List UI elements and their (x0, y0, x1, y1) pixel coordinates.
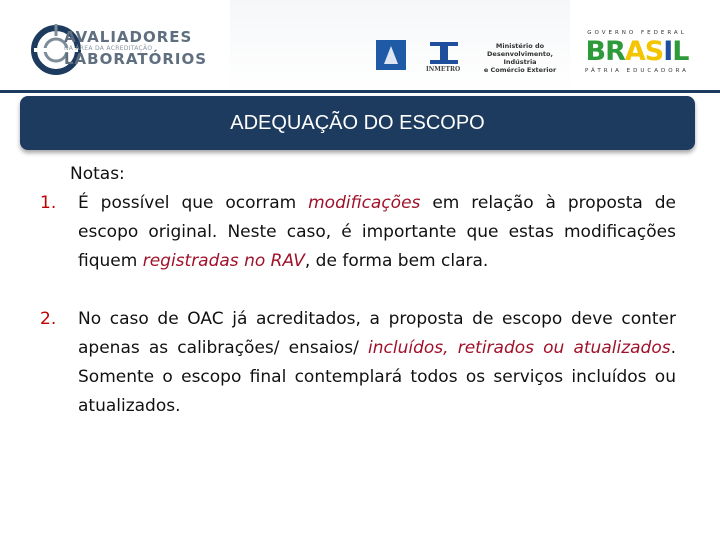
brasil-letter: A (624, 36, 645, 67)
page-title: ADEQUAÇÃO DO ESCOPO (230, 111, 485, 134)
plain-text: No caso de OAC já acreditados, a proposta de escopo deve conter apenas as calibrações/ ensaios/ (78, 309, 676, 358)
brasil-word (585, 36, 688, 67)
governo-federal-logo (584, 30, 690, 76)
brasil-letter: B (585, 36, 606, 67)
list-number: 2. (40, 309, 57, 329)
plain-text: . Somente o escopo final contemplará todos os serviços incluídos ou atualizados. (78, 338, 676, 416)
logo-title-bottom: LABORATÓRIOS (64, 50, 208, 68)
list-item-text (78, 193, 676, 271)
list-item (40, 189, 676, 276)
plain-text: em relação à proposta de escopo original. Neste caso, é importante que estas modificações fiquem (78, 193, 676, 271)
inmetro-emblem-icon (376, 40, 406, 70)
plain-text: É possível que ocorram (78, 193, 309, 213)
inmetro-logo-icon (428, 40, 460, 66)
emphasis-text: modificações (308, 193, 421, 213)
emphasis-text: registradas no RAV (142, 251, 305, 271)
brasil-letter: L (672, 36, 689, 67)
list-item-text (78, 309, 676, 416)
list-item (40, 305, 676, 421)
logo-subtitle: NA ÁREA DA ACREDITAÇÃO (64, 45, 153, 52)
plain-text: , de forma bem clara. (304, 251, 489, 271)
title-underline (0, 90, 720, 93)
brasil-letter: S (644, 36, 664, 67)
list-number: 1. (40, 193, 57, 213)
brasil-letter: I (663, 36, 673, 67)
brasil-letter: R (605, 36, 625, 67)
emphasis-text: incluídos, retirados ou atualizados (368, 338, 671, 358)
inmetro-label: INMETRO (426, 66, 461, 73)
ministry-line: Desenvolvimento, Indústria (487, 50, 553, 66)
gov-bottom-text: PÁTRIA EDUCADORA (585, 68, 689, 74)
logo-title-top: AVALIADORES (64, 28, 193, 46)
brasil-wordmark (584, 36, 690, 68)
header (0, 0, 720, 92)
gov-top-text: GOVERNO FEDERAL (587, 30, 687, 36)
ministry-label (470, 42, 570, 74)
title-bar (20, 96, 695, 150)
ministry-line: Ministério do (495, 42, 545, 50)
ministry-line: e Comércio Exterior (483, 66, 557, 74)
notes-label: Notas: (70, 164, 125, 184)
